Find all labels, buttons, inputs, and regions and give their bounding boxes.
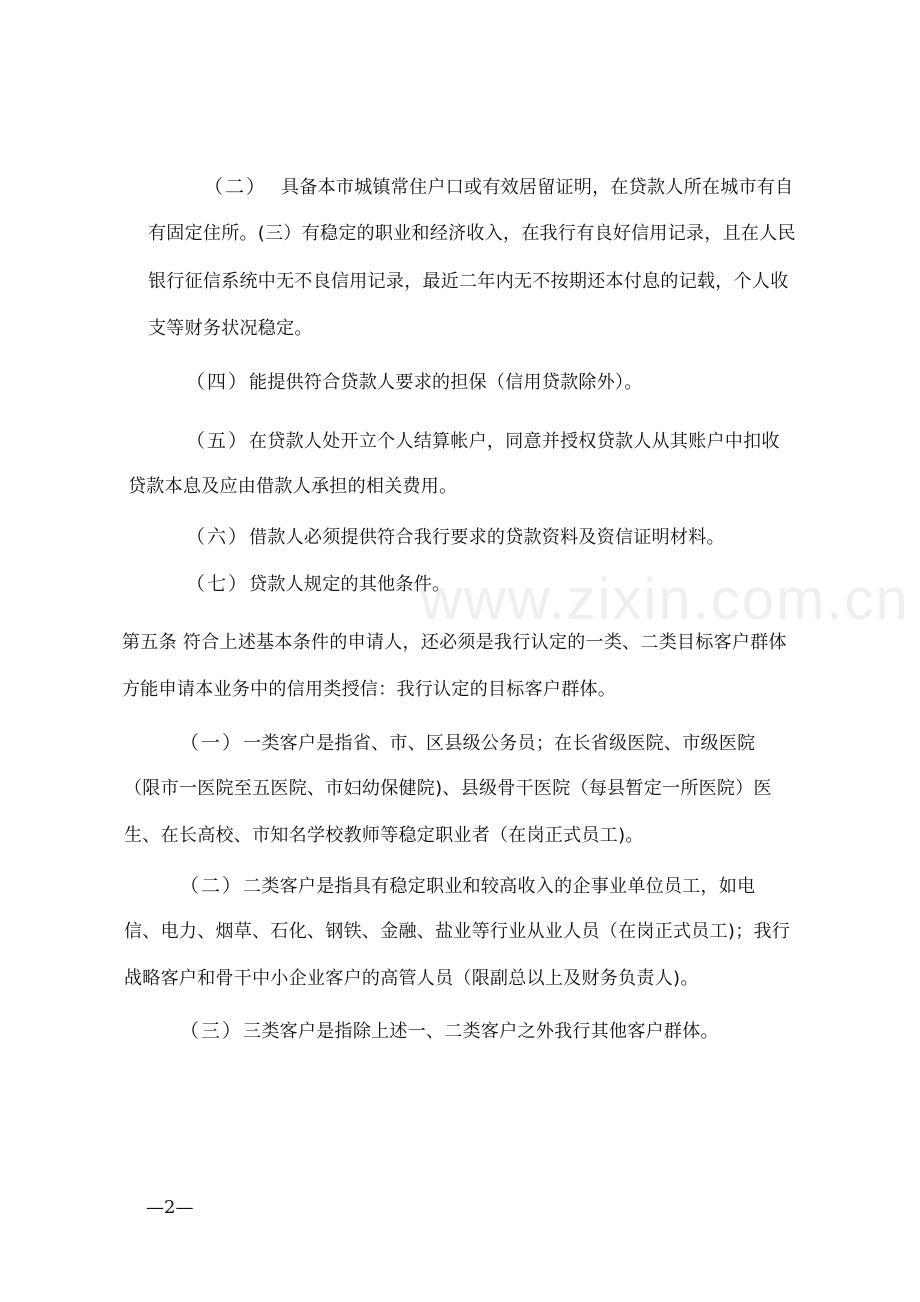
section-six-line-1 [186, 525, 725, 550]
class-one-line-3: 生、在长高校、市知名学校教师等稳定职业者（在岗正式员工)。 [124, 825, 644, 846]
text-run: 二类客户是指具有稳定职业和较高收入的企事业单位员工，如电 [243, 876, 756, 897]
section-four-line-1 [186, 370, 643, 395]
page-number: —2— [146, 1197, 194, 1218]
text-run: 能提供符合贷款人要求的担保（信用贷款除外）。 [249, 372, 643, 393]
section-seven-line-1 [186, 572, 450, 597]
section-four-marker: （四） [186, 371, 250, 393]
class-three-marker: （三） [180, 1020, 244, 1042]
section-two-line-1 [204, 175, 793, 200]
text-run: 贷款人规定的其他条件。 [249, 574, 451, 595]
class-one-marker: （一） [180, 732, 244, 754]
section-six-marker: （六） [186, 526, 250, 548]
class-two-line-1 [180, 874, 755, 899]
class-three-line-1 [180, 1019, 719, 1044]
watermark: www.zixin.com.cn [420, 567, 910, 632]
class-two-marker: （二） [180, 875, 244, 897]
section-two-line-3: 银行征信系统中无不良信用记录，最近二年内无不按期还本付息的记载，个人收 [148, 271, 789, 292]
section-seven-marker: （七） [186, 573, 250, 595]
text-run: 具备本市城镇常住户口或有效居留证明，在贷款人所在城市有自 [281, 177, 794, 198]
section-two-marker: （二） [204, 176, 268, 198]
class-two-line-3: 战略客户和骨干中小企业客户的高管人员（限副总以上及财务负责人)。 [124, 968, 699, 989]
section-five-line-1 [186, 429, 780, 454]
article-five-line-2: 方能申请本业务中的信用类授信：我行认定的目标客户群体。 [122, 679, 617, 700]
class-one-line-2: （限市一医院至五医院、市妇幼保健院)、县级骨干医院（每县暂定一所医院）医 [124, 778, 772, 799]
text-run: 三类客户是指除上述一、二类客户之外我行其他客户群体。 [243, 1021, 719, 1042]
section-five-line-2: 贷款本息及应由借款人承担的相关费用。 [128, 476, 458, 497]
section-five-marker: （五） [186, 430, 250, 452]
text-run: 一类客户是指省、市、区县级公务员；在长省级医院、市级医院 [243, 733, 756, 754]
section-two-line-4: 支等财务状况稳定。 [148, 318, 313, 339]
class-two-line-2: 信、电力、烟草、石化、钢铁、金融、盐业等行业从业人员（在岗正式员工)；我行 [124, 921, 791, 942]
text-run: 借款人必须提供符合我行要求的贷款资料及资信证明材料。 [249, 527, 725, 548]
text-run: 在贷款人处开立个人结算帐户，同意并授权贷款人从其账户中扣收 [249, 431, 780, 452]
class-one-line-1 [180, 731, 755, 756]
article-five-line-1: 第五条 符合上述基本条件的申请人，还必须是我行认定的一类、二类目标客户群体 [122, 632, 787, 653]
section-two-line-2: 有固定住所。(三）有稳定的职业和经济收入，在我行有良好信用记录，且在人民 [148, 223, 796, 244]
